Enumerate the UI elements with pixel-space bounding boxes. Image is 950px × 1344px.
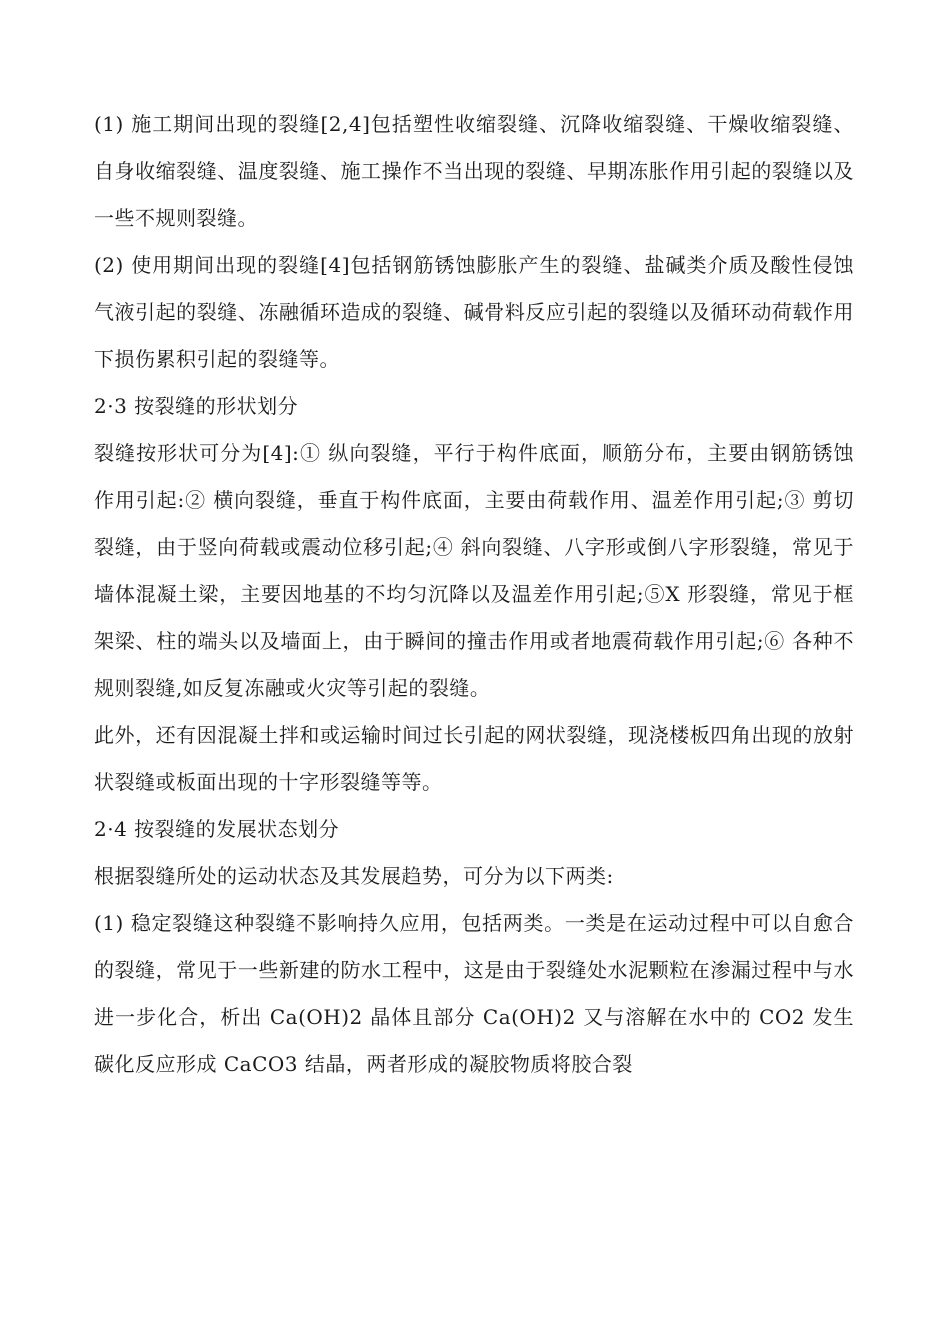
document-body bbox=[94, 101, 854, 1088]
paragraph-other-cracks: 此外，还有因混凝土拌和或运输时间过长引起的网状裂缝，现浇楼板四角出现的放射状裂缝或板面出现的十字形裂缝等等。 bbox=[94, 723, 854, 794]
paragraph-construction-cracks: (1) 施工期间出现的裂缝[2,4]包括塑性收缩裂缝、沉降收缩裂缝、干燥收缩裂缝、自身收缩裂缝、温度裂缝、施工操作不当出现的裂缝、早期冻胀作用引起的裂缝以及一些不规则裂缝。 bbox=[94, 112, 854, 230]
paragraph-development-intro: 根据裂缝所处的运动状态及其发展趋势，可分为以下两类: bbox=[94, 864, 614, 888]
paragraph-shape-classification: 裂缝按形状可分为[4]:① 纵向裂缝，平行于构件底面，顺筋分布，主要由钢筋锈蚀作用引起:② 横向裂缝，垂直于构件底面，主要由荷载作用、温差作用引起;③ 剪切裂缝，由于竖向荷载或震动位移引起;④ 斜向裂缝、八字形或倒八字形裂缝，常见于墙体混凝土梁，主要因地基的不均匀沉降以及温差作用引起;⑤X 形裂缝，常见于框架梁、柱的端头以及墙面上，由于瞬间的撞击作用或者地震荷载作用引起;⑥ 各种不规则裂缝,如反复冻融或火灾等引起的裂缝。 bbox=[94, 441, 854, 700]
section-heading-development: 2·4 按裂缝的发展状态划分 bbox=[94, 817, 340, 841]
section-heading-shape: 2·3 按裂缝的形状划分 bbox=[94, 394, 299, 418]
paragraph-stable-cracks: (1) 稳定裂缝这种裂缝不影响持久应用，包括两类。一类是在运动过程中可以自愈合的裂缝，常见于一些新建的防水工程中，这是由于裂缝处水泥颗粒在渗漏过程中与水进一步化合，析出 Ca(OH)2 晶体且部分 Ca(OH)2 又与溶解在水中的 CO2 发生碳化反应形成 CaCO3 结晶，两者形成的凝胶物质将胶合裂 bbox=[94, 911, 854, 1076]
paragraph-service-cracks: (2) 使用期间出现的裂缝[4]包括钢筋锈蚀膨胀产生的裂缝、盐碱类介质及酸性侵蚀气液引起的裂缝、冻融循环造成的裂缝、碱骨料反应引起的裂缝以及循环动荷载作用下损伤累积引起的裂缝等。 bbox=[94, 253, 854, 371]
